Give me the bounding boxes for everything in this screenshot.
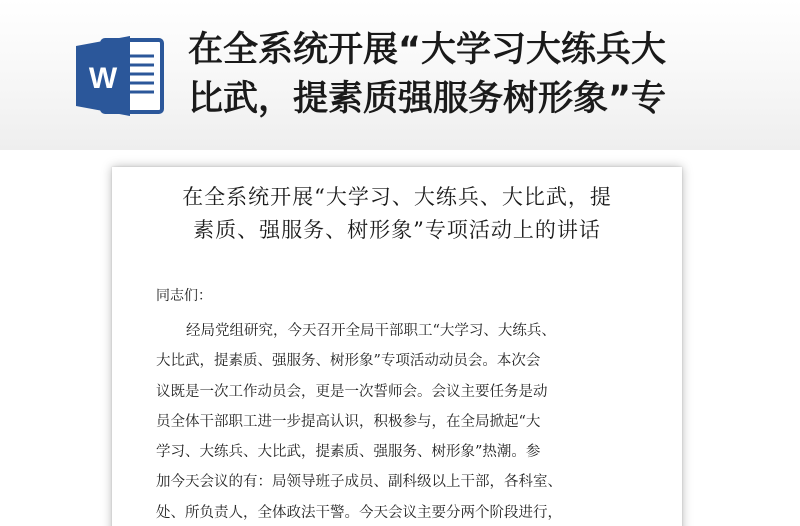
document-page: [112, 167, 682, 526]
document-title-line: 素质、强服务、树形象”专项活动上的讲话: [193, 218, 601, 242]
header-title-line: 在全系统开展“大学习大练兵大: [188, 30, 667, 70]
body-line: 议既是一次工作动员会，更是一次誓师会。会议主要任务是动: [156, 383, 548, 400]
word-icon-letter: W: [88, 62, 118, 95]
body-line: 学习、大练兵、大比武，提素质、强服务、树形象”热潮。参: [156, 444, 541, 461]
document-title-line: 在全系统开展“大学习、大练兵、大比武，提: [182, 185, 612, 209]
body-line: 处、所负责人，全体政法干警。今天会议主要分两个阶段进行，: [156, 504, 562, 521]
body-line: 经局党组研究，今天召开全局干部职工“大学习、大练兵、: [186, 323, 556, 339]
header-title-line: 比武，提素质强服务树形象”专: [188, 79, 667, 119]
body-line: 员全体干部职工进一步提高认识，积极参与，在全局掀起“大: [156, 413, 541, 430]
body-line: 大比武，提素质、强服务、树形象”专项活动动员会。本次会: [156, 353, 541, 370]
body-paragraph: [156, 316, 656, 526]
salutation: 同志们：: [156, 288, 212, 304]
body-line: 加今天会议的有：局领导班子成员、副科级以上干部，各科室、: [156, 474, 562, 491]
header-title: [188, 26, 788, 124]
word-icon: [74, 34, 166, 118]
document-title: [112, 181, 682, 247]
